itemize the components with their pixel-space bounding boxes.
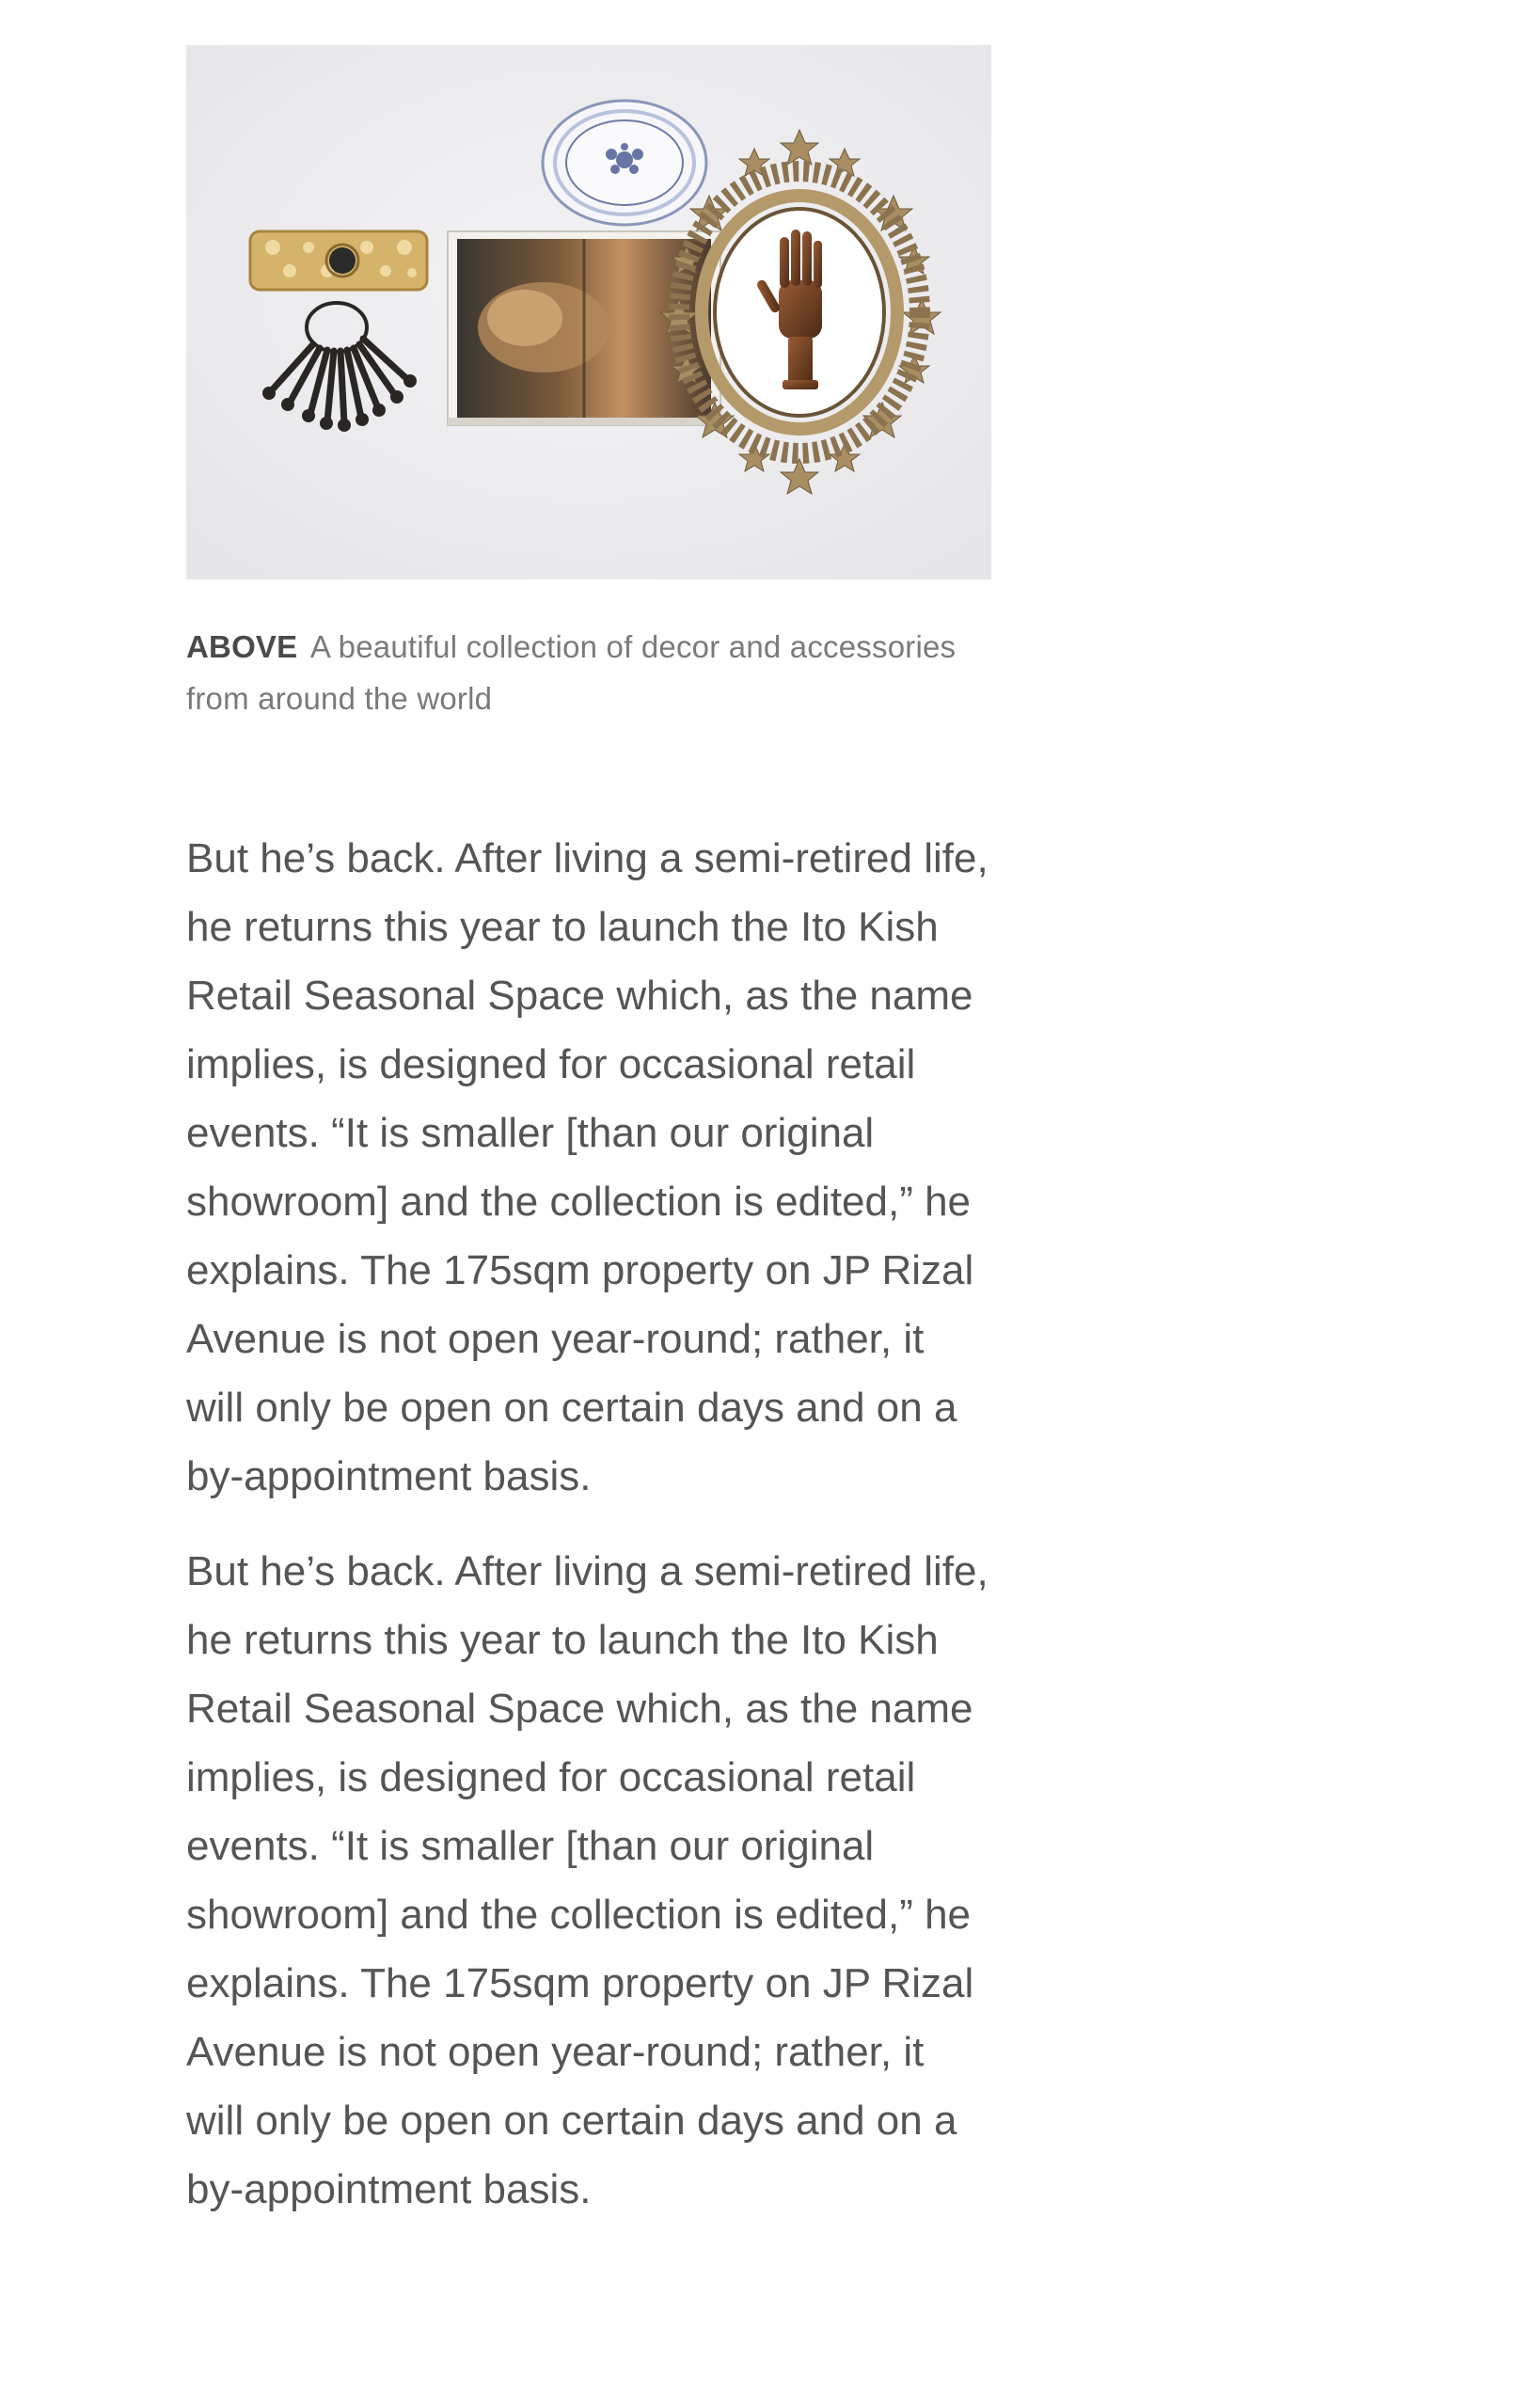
brooch-icon — [250, 231, 427, 290]
article-paragraph: But he’s back. After living a semi-retired life, he returns this year to launch the Ito Kish Retail Seasonal Space which, as the name implies, is designed for occasional retail events. “It is smaller [than our original showroom] and the collection is edited,” he explains. The 175sqm property on JP Rizal Avenue is not open year-round; rather, it will only be open on certain days and on a by-appointment basis. — [186, 1548, 988, 2212]
caption-label: ABOVE — [186, 629, 298, 664]
article-paragraph: But he’s back. After living a semi-retired life, he returns this year to launch the Ito Kish Retail Seasonal Space which, as the name implies, is designed for occasional retail events. “It is smaller [than our original showroom] and the collection is edited,” he explains. The 175sqm property on JP Rizal Avenue is not open year-round; rather, it will only be open on certain days and on a by-appointment basis. — [186, 835, 988, 1499]
decor-photo — [186, 45, 991, 579]
caption-text: A beautiful collection of decor and accessories from around the world — [186, 629, 957, 716]
plate-icon — [543, 101, 706, 225]
article — [186, 45, 991, 2224]
image-caption — [186, 621, 991, 724]
